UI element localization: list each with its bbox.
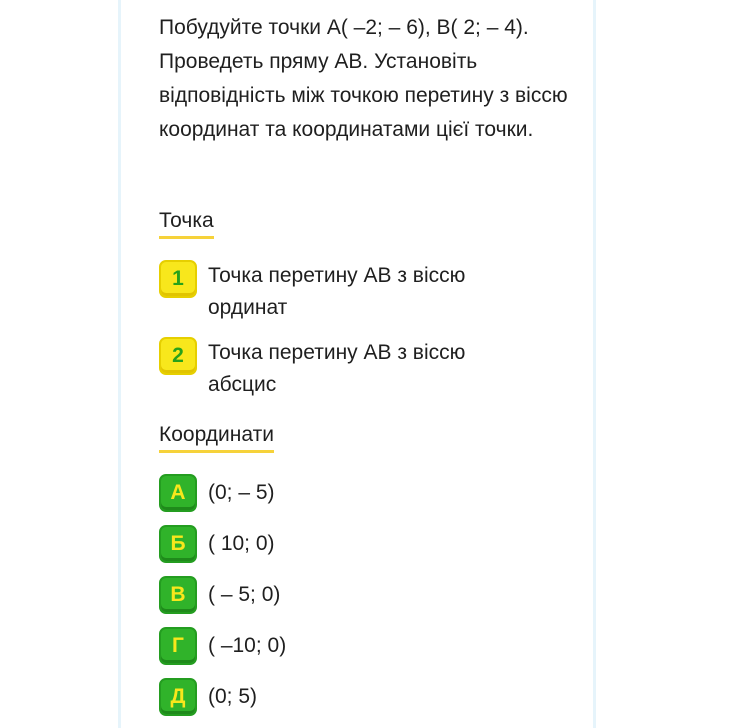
option-badge-d: Д: [159, 678, 197, 716]
option-badge-g: Г: [159, 627, 197, 665]
question-text: Побудуйте точки А( –2; – 6), В( 2; – 4). Проведеть пряму АВ. Установіть відповідність між точкою перетину з віссю координат та координатами цієї точки.: [159, 16, 568, 141]
option-text-g: ( –10; 0): [208, 634, 287, 657]
point-option-2[interactable]: [159, 337, 518, 401]
option-badge-b: Б: [159, 525, 197, 563]
option-badge-a: А: [159, 474, 197, 512]
coords-section-title: Координати: [159, 421, 274, 453]
points-section-title: Точка: [159, 207, 214, 239]
point-option-1[interactable]: [159, 260, 518, 324]
option-text-a: (0; – 5): [208, 481, 275, 504]
option-badge-1: 1: [159, 260, 197, 298]
option-text-d: (0; 5): [208, 685, 258, 708]
option-text-v: ( – 5; 0): [208, 583, 281, 606]
coord-option-d[interactable]: [159, 678, 518, 716]
coord-option-v[interactable]: [159, 576, 518, 614]
coord-option-b[interactable]: [159, 525, 518, 563]
question-card: [118, 0, 596, 728]
option-badge-2: 2: [159, 337, 197, 375]
option-text-b: ( 10; 0): [208, 532, 275, 555]
option-text-1: Точка перетину АВ з віссю ординат: [208, 264, 466, 319]
coord-option-g[interactable]: [159, 627, 518, 665]
option-badge-v: В: [159, 576, 197, 614]
option-text-2: Точка перетину АВ з віссю абсцис: [208, 341, 466, 396]
coord-option-a[interactable]: [159, 474, 518, 512]
